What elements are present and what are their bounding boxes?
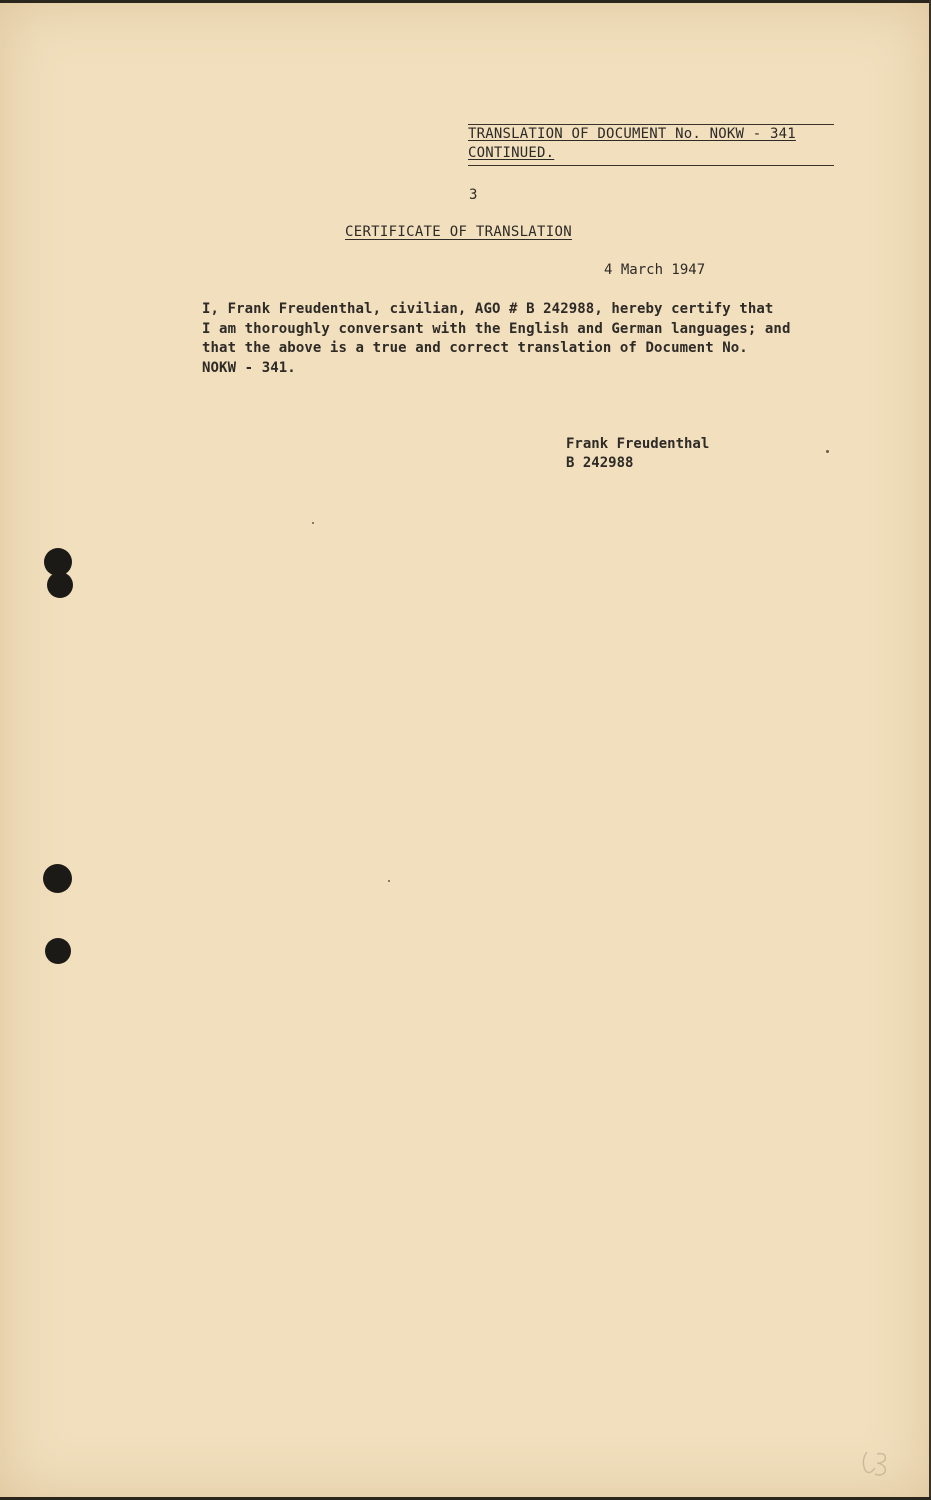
signature-block — [566, 435, 709, 473]
certificate-date: 4 March 1947 — [604, 262, 706, 278]
punch-hole — [45, 938, 71, 964]
punch-hole — [47, 572, 73, 598]
scan-edge-top — [0, 0, 931, 3]
header-continued: CONTINUED. — [468, 145, 555, 161]
certificate-line: NOKW - 341. — [202, 359, 296, 376]
page-number: 3 — [469, 187, 478, 203]
paper-speck — [312, 522, 314, 524]
certificate-line: I, Frank Freudenthal, civilian, AGO # B 242988, hereby certify that — [202, 301, 774, 317]
header-continued-row — [468, 144, 834, 166]
pencil-mark-icon — [857, 1448, 893, 1478]
punch-hole — [43, 864, 72, 893]
paper-speck — [826, 450, 829, 453]
signatory-name: Frank Freudenthal — [566, 436, 710, 452]
certificate-body — [202, 300, 872, 378]
certificate-line: that the above is a true and correct translation of Document No. — [202, 340, 748, 356]
certificate-line: I am thoroughly conversant with the English and German languages; and — [202, 320, 791, 337]
paper-speck — [388, 880, 390, 882]
header-title: TRANSLATION OF DOCUMENT No. NOKW - 341 — [468, 126, 796, 142]
certificate-title: CERTIFICATE OF TRANSLATION — [345, 224, 572, 240]
signatory-id: B 242988 — [566, 455, 634, 471]
document-header — [468, 124, 834, 166]
